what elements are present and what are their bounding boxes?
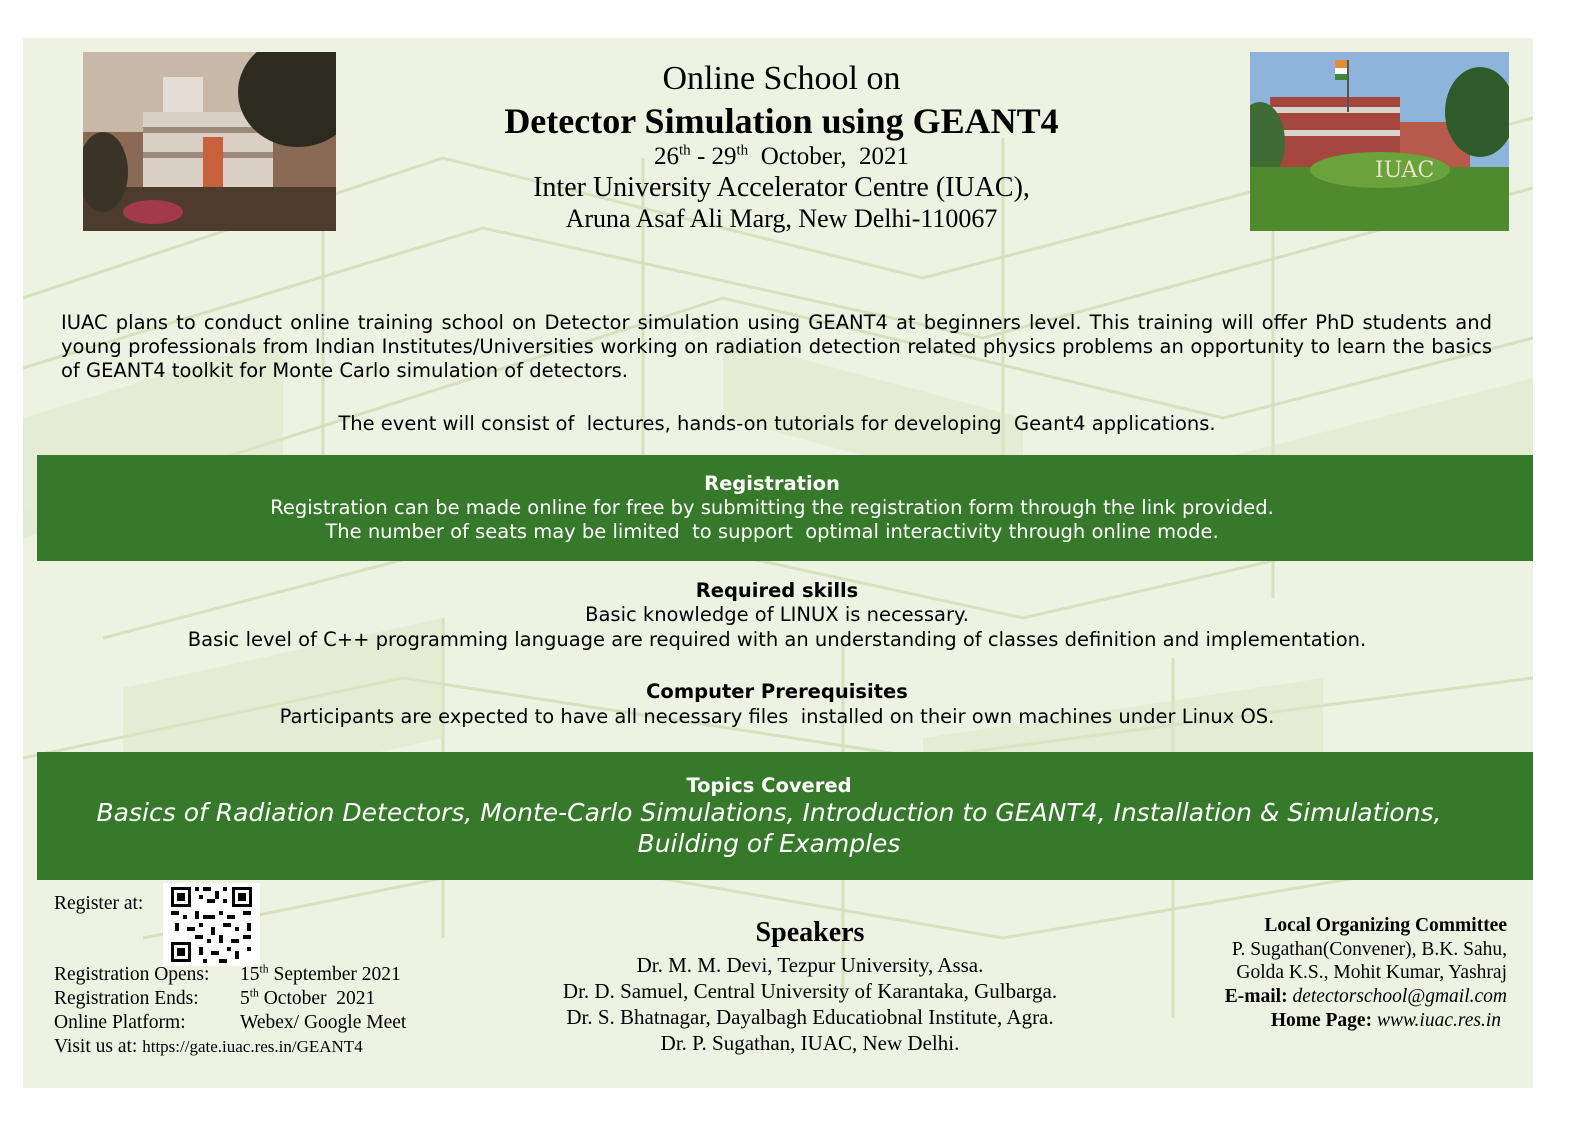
register-at-label: Register at:	[54, 893, 144, 914]
event-description: The event will consist of lectures, hands-on tutorials for developing Geant4 applications.	[338, 412, 1216, 435]
speaker-item: Dr. D. Samuel, Central University of Karantaka, Gulbarga.	[562, 979, 1058, 1003]
registration-ends-label: Registration Ends:	[54, 988, 199, 1009]
page-title: Detector Simulation using GEANT4	[504, 101, 1059, 141]
committee-line-1: P. Sugathan(Convener), B.K. Sahu,	[1231, 939, 1507, 960]
committee-email: E-mail: detectorschool@gmail.com	[1224, 986, 1507, 1007]
registration-line-2: The number of seats may be limited to support optimal interactivity through online mode.	[325, 520, 1219, 543]
registration-opens-value: 15th September 2021	[240, 962, 401, 985]
skills-line-2: Basic level of C++ programming language are required with an understanding of classes definition and implementation.	[187, 628, 1367, 651]
registration-line-1: Registration can be made online for free by submitting the registration form through the link provided.	[270, 496, 1274, 519]
svg-text:IUAC: IUAC	[1375, 158, 1435, 183]
skills-title: Required skills	[695, 579, 859, 602]
speaker-item: Dr. S. Bhatnagar, Dayalbagh Educatiobnal Institute, Agra.	[566, 1005, 1054, 1029]
qr-code[interactable]	[163, 883, 260, 966]
topics-line-1: Basics of Radiation Detectors, Monte-Carlo Simulations, Introduction to GEANT4, Installation & Simulations,	[96, 798, 1442, 827]
topics-line-2: Building of Examples	[637, 829, 901, 858]
email-link[interactable]: detectorschool@gmail.com	[1287, 986, 1507, 1007]
registration-band	[37, 455, 1533, 561]
visit-url-link[interactable]: https://gate.iuac.res.in/GEANT4	[142, 1037, 363, 1056]
institute-name: Inter University Accelerator Centre (IUAC),	[533, 172, 1030, 203]
poster	[23, 38, 1533, 1088]
registration-title: Registration	[704, 472, 840, 495]
registration-opens-label: Registration Opens:	[54, 964, 210, 985]
committee-homepage: Home Page: www.iuac.res.in	[1270, 1010, 1501, 1031]
online-platform-value: Webex/ Google Meet	[240, 1012, 407, 1033]
topics-title: Topics Covered	[686, 774, 852, 797]
header-line-1: Online School on	[662, 60, 901, 97]
speakers-list	[473, 952, 1147, 1056]
institute-address: Aruna Asaf Ali Marg, New Delhi-110067	[565, 204, 998, 233]
registration-ends-value: 5th October 2021	[240, 986, 376, 1009]
skills-line-1: Basic knowledge of LINUX is necessary.	[585, 603, 969, 626]
speakers-title: Speakers	[755, 917, 865, 948]
speaker-item: Dr. M. M. Devi, Tezpur University, Assa.	[636, 953, 984, 977]
homepage-link[interactable]: www.iuac.res.in	[1372, 1010, 1501, 1031]
online-platform-label: Online Platform:	[54, 1012, 186, 1033]
topics-band	[37, 752, 1533, 880]
prereq-title: Computer Prerequisites	[646, 680, 908, 703]
event-dates: 26th - 29th October, 2021	[654, 142, 909, 170]
prereq-line-1: Participants are expected to have all necessary files installed on their own machines under Linux OS.	[279, 705, 1275, 728]
committee-line-2: Golda K.S., Mohit Kumar, Yashraj	[1236, 962, 1507, 983]
speaker-item: Dr. P. Sugathan, IUAC, New Delhi.	[660, 1031, 960, 1055]
committee-title: Local Organizing Committee	[1264, 915, 1507, 936]
intro-paragraph: IUAC plans to conduct online training school on Detector simulation using GEANT4 at beginners level. This training will offer PhD students and young professionals from Indian Institutes/Universities working on radiation detection related physics problems an opportunity to learn the basics of GEANT4 toolkit for Monte Carlo simulation of detectors.	[61, 311, 1492, 382]
visit-us: Visit us at: https://gate.iuac.res.in/GEANT4	[54, 1036, 363, 1057]
